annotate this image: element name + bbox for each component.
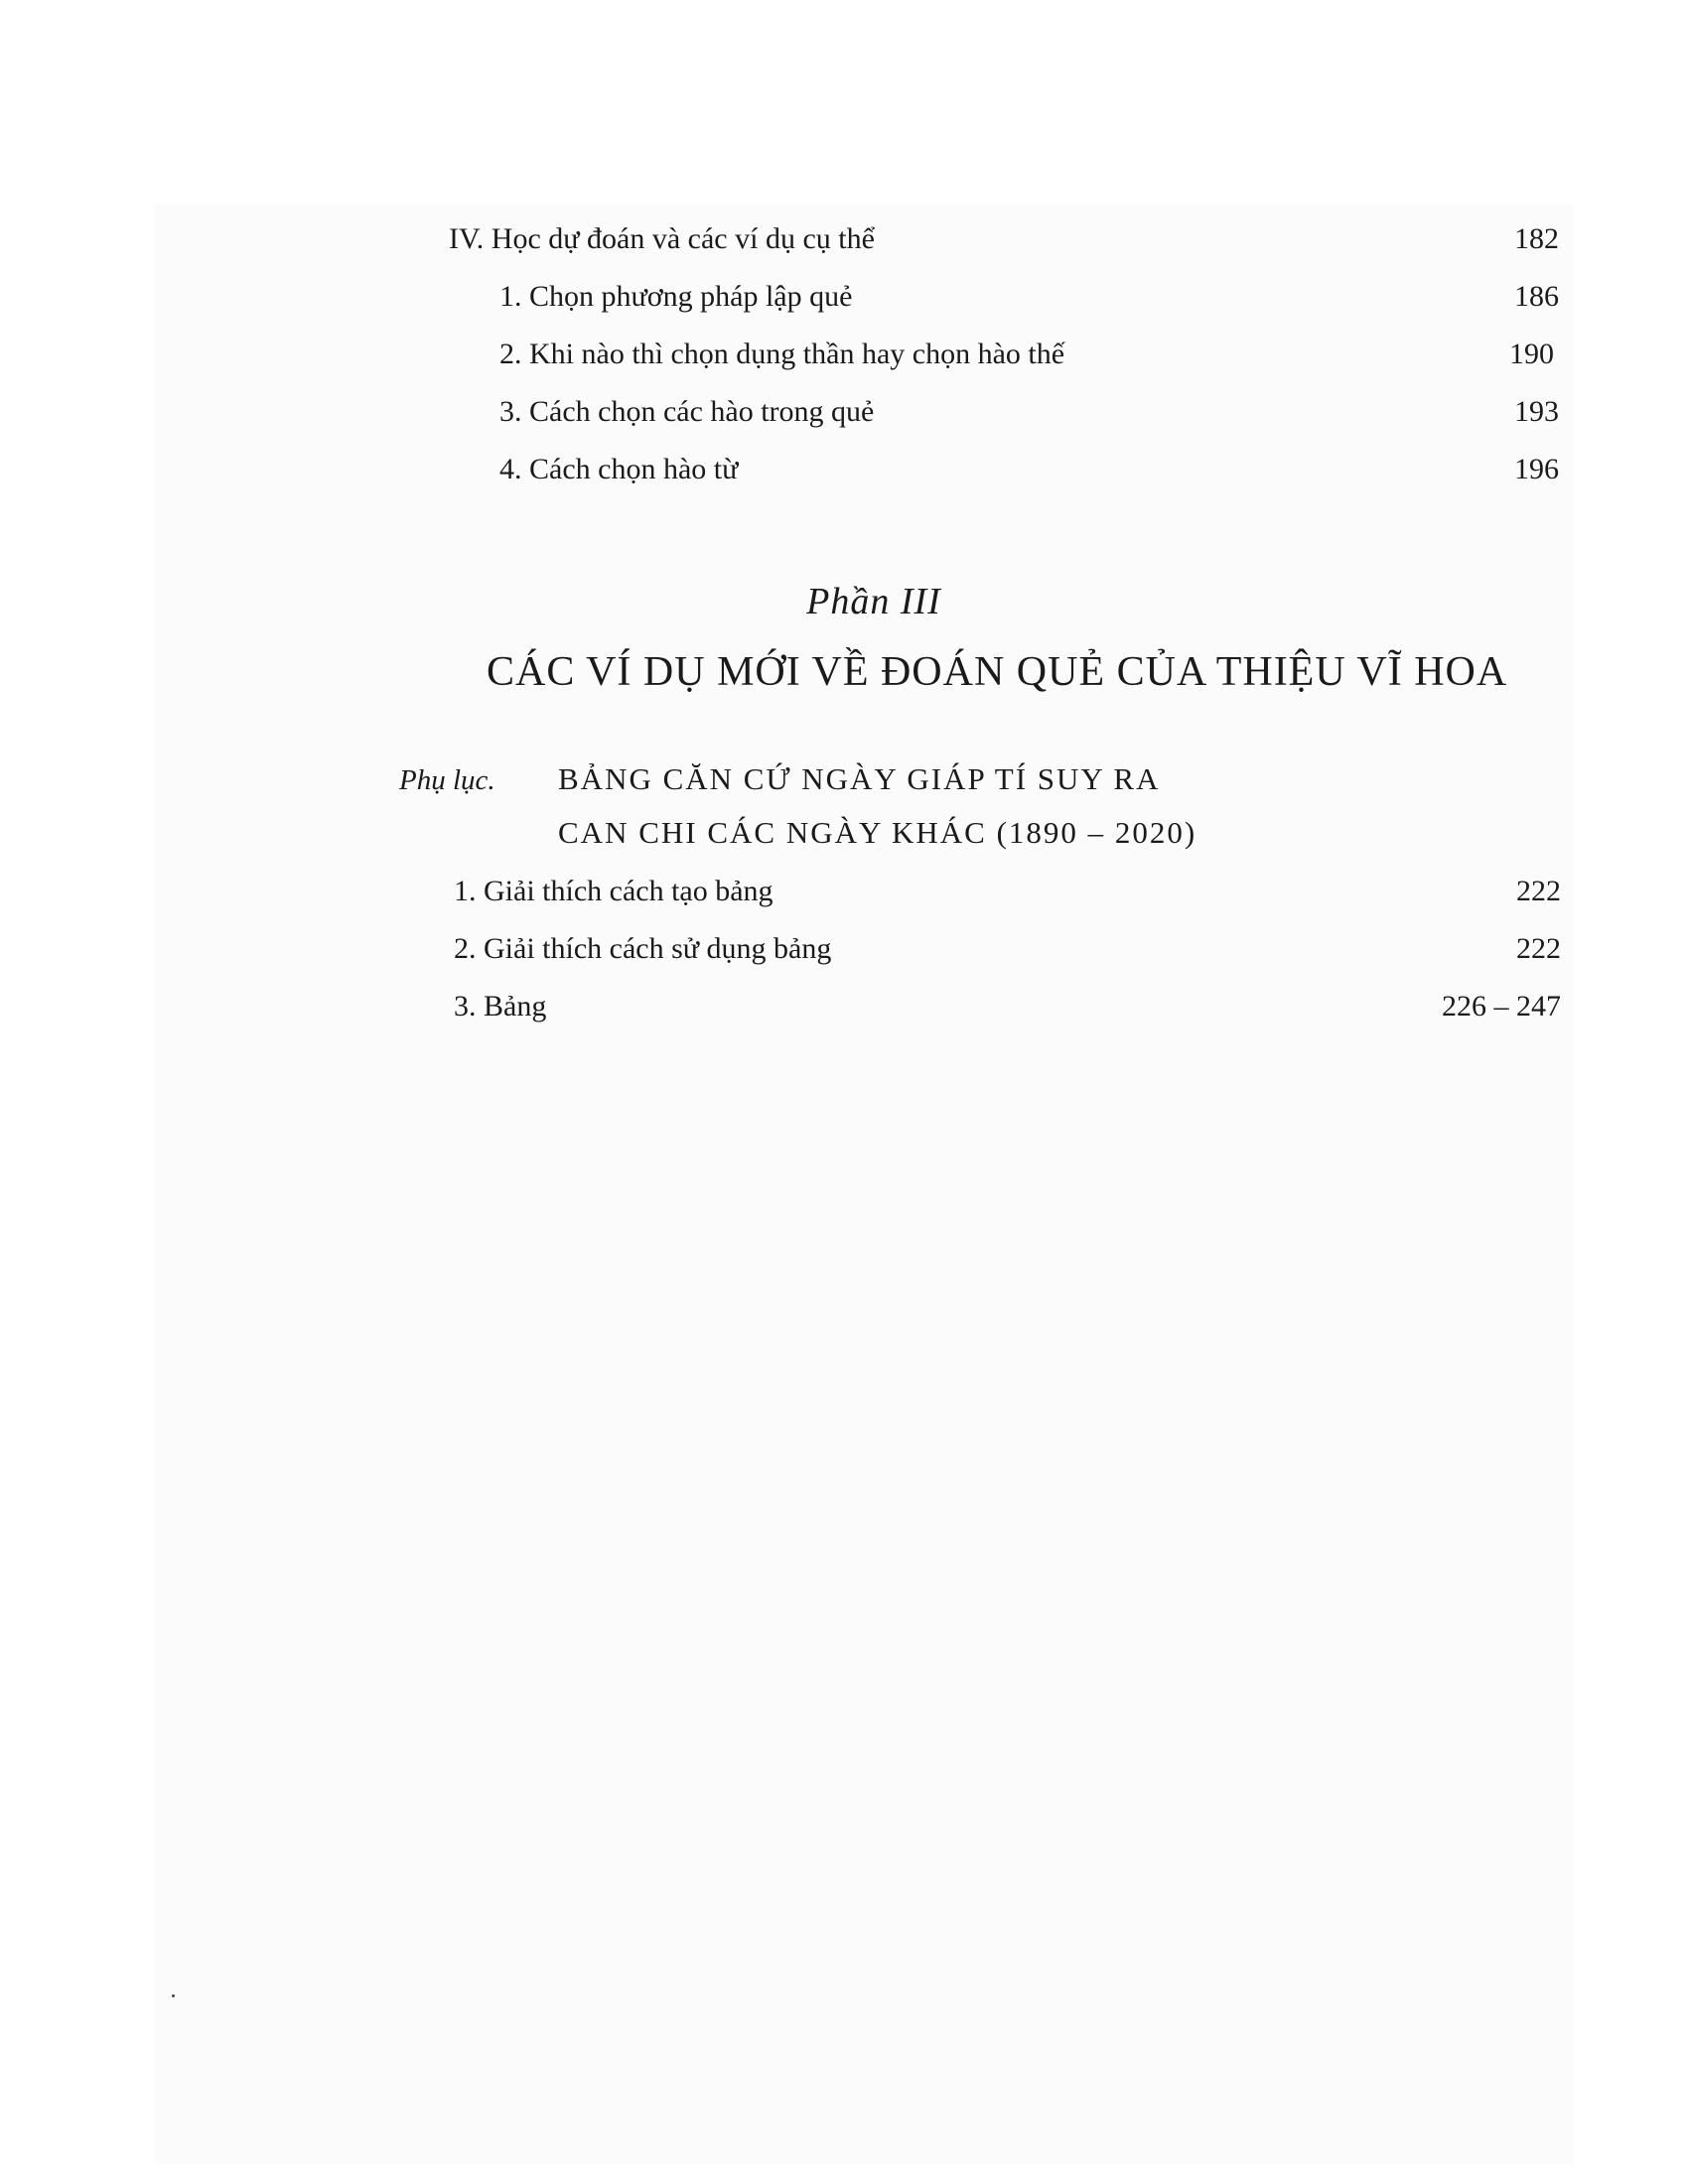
toc-entry-label: 3. Cách chọn các hào trong quẻ [499,395,875,428]
appendix-label: Phụ lục. [399,764,495,796]
toc-entry-label: IV. Học dự đoán và các ví dụ cụ thể [449,222,875,255]
toc-entry-label: 2. Giải thích cách sử dụng bảng [454,932,832,965]
toc-entry[interactable] [499,279,852,315]
toc-page-number: 196 [1514,453,1559,485]
appendix-title-line-1[interactable]: BẢNG CĂN CỨ NGÀY GIÁP TÍ SUY RA [558,761,1161,796]
toc-entry[interactable] [454,931,831,967]
toc-page-number: 226 – 247 [1442,990,1561,1023]
toc-entry-label: 1. Chọn phương pháp lập quẻ [499,280,853,313]
toc-entry[interactable] [499,452,738,487]
toc-entry-section-iv[interactable] [449,221,875,257]
toc-page-number: 186 [1514,280,1559,313]
toc-entry[interactable] [499,337,1064,372]
toc-page-number: 193 [1514,395,1559,428]
toc-entry[interactable] [454,874,774,909]
toc-page-number: 190 [1509,338,1554,370]
toc-entry[interactable] [454,989,546,1024]
appendix-title-line-2[interactable]: CAN CHI CÁC NGÀY KHÁC (1890 – 2020) [558,815,1197,850]
toc-page-number: 222 [1516,875,1561,907]
page-background [154,204,1574,2164]
toc-entry-label: 3. Bảng [454,990,547,1023]
toc-page-number: 182 [1514,222,1559,255]
scan-speck [172,1994,175,1997]
part-label: Phần III [806,581,941,622]
toc-entry-label: 1. Giải thích cách tạo bảng [454,875,774,907]
toc-page-number: 222 [1516,932,1561,965]
part-title[interactable]: CÁC VÍ DỤ MỚI VỀ ĐOÁN QUẺ CỦA THIỆU VĨ HOA [487,649,1508,695]
toc-entry[interactable] [499,394,874,430]
toc-entry-label: 4. Cách chọn hào từ [499,453,739,485]
toc-entry-label: 2. Khi nào thì chọn dụng thần hay chọn hào thế [499,338,1065,370]
